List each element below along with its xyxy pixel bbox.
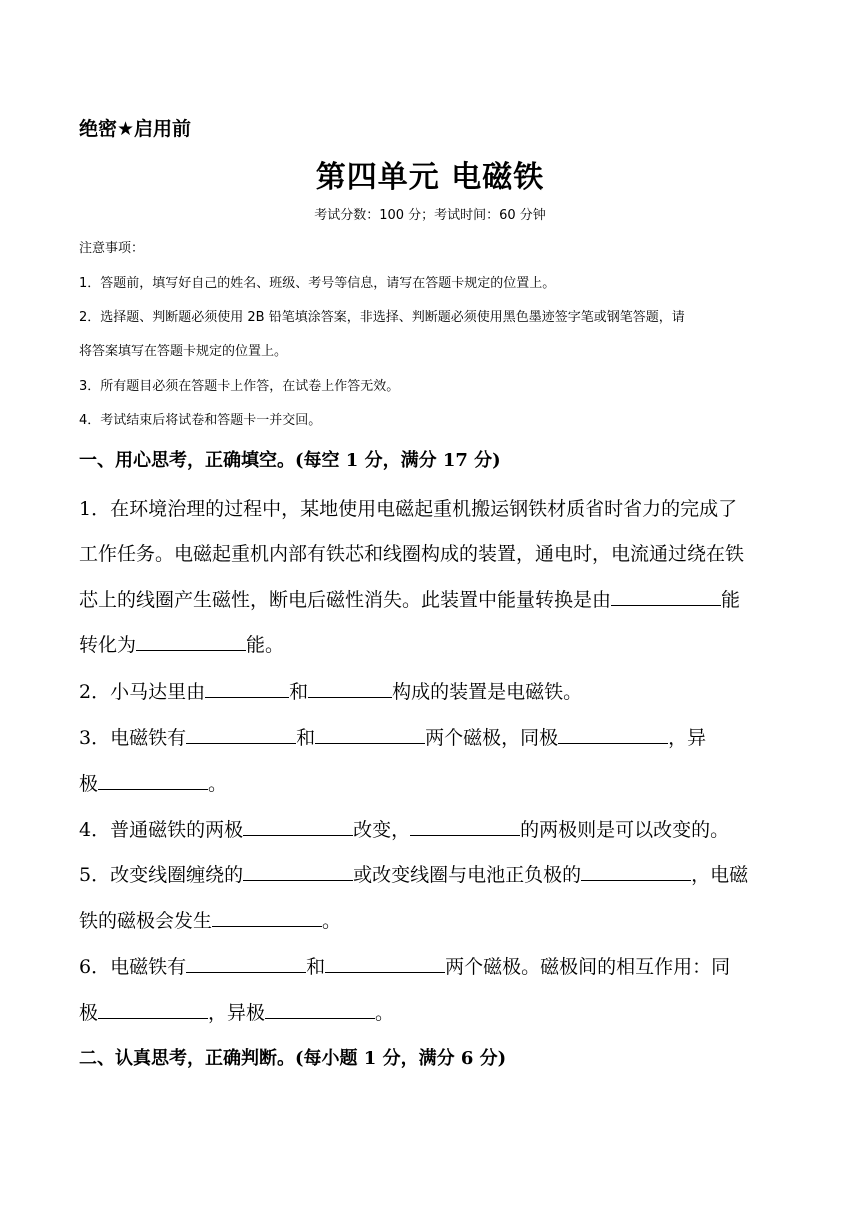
note-item: 1．答题前，填写好自己的姓名、班级、考号等信息，请写在答题卡规定的位置上。 bbox=[79, 276, 556, 291]
answer-blank[interactable] bbox=[558, 725, 668, 744]
question-text: 极 bbox=[79, 1002, 99, 1024]
question-text: 6．电磁铁有 bbox=[79, 956, 187, 978]
confidential-label: 绝密★启用前 bbox=[79, 118, 192, 140]
question-text: 。 bbox=[208, 773, 228, 795]
question-text: 的两极则是可以改变的。 bbox=[520, 819, 730, 841]
question-text: 铁的磁极会发生 bbox=[79, 910, 213, 932]
question-6 bbox=[79, 952, 730, 979]
question-1-line: 工作任务。电磁起重机内部有铁芯和线圈构成的装置，通电时，电流通过绕在铁 bbox=[79, 543, 745, 565]
question-text: 。 bbox=[322, 910, 342, 932]
section-heading: 二、认真思考，正确判断。(每小题 1 分，满分 6 分) bbox=[79, 1048, 507, 1069]
question-5 bbox=[79, 860, 748, 887]
question-1-line bbox=[79, 585, 740, 612]
answer-blank[interactable] bbox=[98, 771, 208, 790]
answer-blank[interactable] bbox=[136, 632, 246, 651]
question-text: 改变， bbox=[353, 819, 411, 841]
answer-blank[interactable] bbox=[98, 1000, 208, 1019]
question-1-line bbox=[79, 630, 284, 657]
question-2 bbox=[79, 677, 582, 704]
answer-blank[interactable] bbox=[315, 725, 425, 744]
question-5-continued bbox=[79, 906, 341, 933]
question-text: 两个磁极，同极 bbox=[425, 727, 559, 749]
question-text: ，电磁 bbox=[691, 864, 749, 886]
answer-blank[interactable] bbox=[186, 725, 296, 744]
section-heading: 一、用心思考，正确填空。(每空 1 分，满分 17 分) bbox=[79, 450, 501, 471]
question-text: 4．普通磁铁的两极 bbox=[79, 819, 244, 841]
answer-blank[interactable] bbox=[243, 817, 353, 836]
answer-blank[interactable] bbox=[212, 908, 322, 927]
question-text: 3．电磁铁有 bbox=[79, 727, 187, 749]
answer-blank[interactable] bbox=[186, 954, 306, 973]
question-text: 极 bbox=[79, 773, 99, 795]
question-text: 转化为 bbox=[79, 634, 137, 656]
note-item: 3．所有题目必须在答题卡上作答，在试卷上作答无效。 bbox=[79, 379, 400, 394]
question-text: 或改变线圈与电池正负极的 bbox=[353, 864, 582, 886]
note-item: 将答案填写在答题卡规定的位置上。 bbox=[79, 344, 288, 359]
question-text: 能 bbox=[721, 589, 741, 611]
question-4 bbox=[79, 815, 729, 842]
note-item: 4．考试结束后将试卷和答题卡一并交回。 bbox=[79, 413, 322, 428]
notes-heading: 注意事项： bbox=[79, 241, 145, 256]
question-text: 构成的装置是电磁铁。 bbox=[392, 681, 583, 703]
question-text: 芯上的线圈产生磁性，断电后磁性消失。此装置中能量转换是由 bbox=[79, 589, 612, 611]
answer-blank[interactable] bbox=[581, 862, 691, 881]
answer-blank[interactable] bbox=[325, 954, 445, 973]
question-1-line: 1．在环境治理的过程中，某地使用电磁起重机搬运钢铁材质省时省力的完成了 bbox=[79, 498, 738, 520]
question-text: 和 bbox=[289, 681, 309, 703]
question-3-continued bbox=[79, 769, 227, 796]
question-text: ，异 bbox=[668, 727, 707, 749]
answer-blank[interactable] bbox=[611, 587, 721, 606]
answer-blank[interactable] bbox=[205, 679, 289, 698]
question-3 bbox=[79, 723, 706, 750]
answer-blank[interactable] bbox=[265, 1000, 375, 1019]
question-text: 能。 bbox=[246, 634, 285, 656]
page-title: 第四单元 电磁铁 bbox=[315, 160, 545, 195]
question-text: 5．改变线圈缠绕的 bbox=[79, 864, 244, 886]
question-text: 和 bbox=[296, 727, 316, 749]
question-text: 。 bbox=[375, 1002, 395, 1024]
question-text: 两个磁极。磁极间的相互作用：同 bbox=[445, 956, 731, 978]
answer-blank[interactable] bbox=[243, 862, 353, 881]
exam-meta: 考试分数：100 分；考试时间：60 分钟 bbox=[314, 208, 546, 223]
answer-blank[interactable] bbox=[308, 679, 392, 698]
question-text: 2．小马达里由 bbox=[79, 681, 206, 703]
note-item: 2．选择题、判断题必须使用 2B 铅笔填涂答案，非选择、判断题必须使用黑色墨迹签字笔或钢笔答题，请 bbox=[79, 310, 685, 325]
question-text: 和 bbox=[306, 956, 326, 978]
answer-blank[interactable] bbox=[410, 817, 520, 836]
question-6-continued bbox=[79, 998, 394, 1025]
question-text: ，异极 bbox=[208, 1002, 266, 1024]
